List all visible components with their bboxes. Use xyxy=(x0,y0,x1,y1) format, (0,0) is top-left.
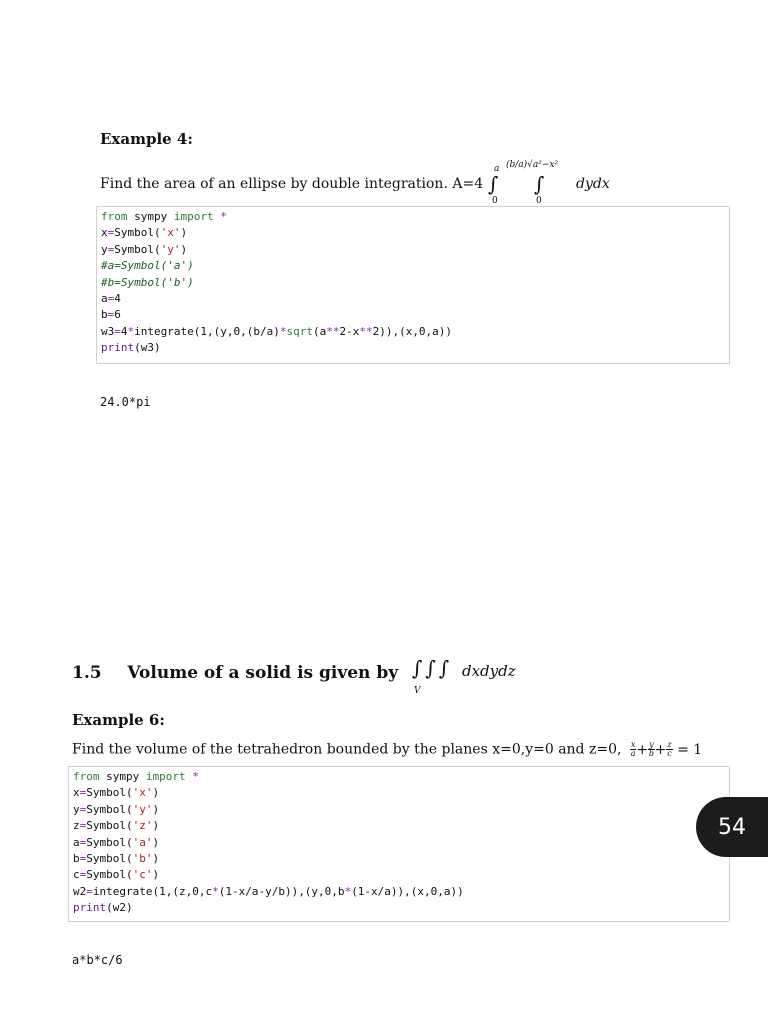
code-line: a=Symbol('a') xyxy=(73,835,160,849)
equation-rhs: = 1 xyxy=(677,741,703,758)
frac-x-num: x xyxy=(630,740,636,749)
code-line: w3=4*integrate(1,(y,0,(b/a)*sqrt(a**2-x**2)),(x,0,a)) xyxy=(101,324,453,338)
example4-output: 24.0*pi xyxy=(100,395,151,409)
example4-text: Find the area of an ellipse by double integration. A=4 xyxy=(100,176,484,192)
frac-z-den: c xyxy=(667,749,672,758)
section-title: Volume of a solid is given by xyxy=(127,663,399,683)
outer-lower-limit: 0 xyxy=(492,196,498,206)
code-line: a=4 xyxy=(101,292,121,306)
code-line: from sympy import * xyxy=(73,770,199,783)
page-number-tab xyxy=(696,797,768,857)
section-heading xyxy=(72,663,398,683)
page-number: 54 xyxy=(718,814,746,840)
code-line: print(w2) xyxy=(73,901,133,915)
section-integrand: dxdydz xyxy=(462,662,516,680)
section-number: 1.5 xyxy=(72,663,102,683)
inner-integral-sign: ∫ xyxy=(534,172,545,196)
code-line: b=6 xyxy=(101,308,121,322)
code-line: from sympy import * xyxy=(101,210,227,223)
section-integral-expression xyxy=(412,656,542,700)
code-line: x=Symbol('x') xyxy=(101,226,188,240)
example4-code-cell[interactable] xyxy=(96,206,730,364)
example4-integral-expression xyxy=(488,160,608,210)
triple-integral-subscript: V xyxy=(414,686,421,696)
plus-1: + xyxy=(636,741,649,758)
plus-2: + xyxy=(654,741,667,758)
example6-code-cell[interactable] xyxy=(68,766,730,922)
code-line: b=Symbol('b') xyxy=(73,852,160,866)
code-line: x=Symbol('x') xyxy=(73,786,160,800)
frac-y-num: y xyxy=(649,740,654,749)
example4-integrand: dydx xyxy=(576,176,610,192)
outer-integral-sign: ∫ xyxy=(488,172,499,196)
inner-upper-limit: (b/a)√a²−x² xyxy=(506,160,559,170)
frac-x-den: a xyxy=(630,749,636,758)
frac-z-num: z xyxy=(667,740,672,749)
code-line: #a=Symbol('a') xyxy=(101,259,194,273)
example6-output: a*b*c/6 xyxy=(72,953,123,967)
code-line: c=Symbol('c') xyxy=(73,868,160,882)
example6-text xyxy=(72,741,702,758)
triple-integral-sign: ∫∫∫ xyxy=(412,656,453,680)
inner-lower-limit: 0 xyxy=(536,196,542,206)
outer-upper-limit: a xyxy=(494,164,500,174)
example6-heading: Example 6: xyxy=(72,711,165,729)
code-line: w2=integrate(1,(z,0,c*(1-x/a-y/b)),(y,0,b*(1-x/a)),(x,0,a)) xyxy=(73,884,464,898)
plane-equation xyxy=(630,742,702,758)
code-line: #b=Symbol('b') xyxy=(101,275,194,289)
frac-y-den: b xyxy=(648,749,654,758)
code-line: print(w3) xyxy=(101,341,161,355)
example6-text-body: Find the volume of the tetrahedron bounded by the planes x=0,y=0 and z=0, xyxy=(72,741,622,758)
code-line: z=Symbol('z') xyxy=(73,819,160,833)
code-line: y=Symbol('y') xyxy=(73,802,160,816)
code-line: y=Symbol('y') xyxy=(101,242,188,256)
example4-heading: Example 4: xyxy=(100,130,193,148)
